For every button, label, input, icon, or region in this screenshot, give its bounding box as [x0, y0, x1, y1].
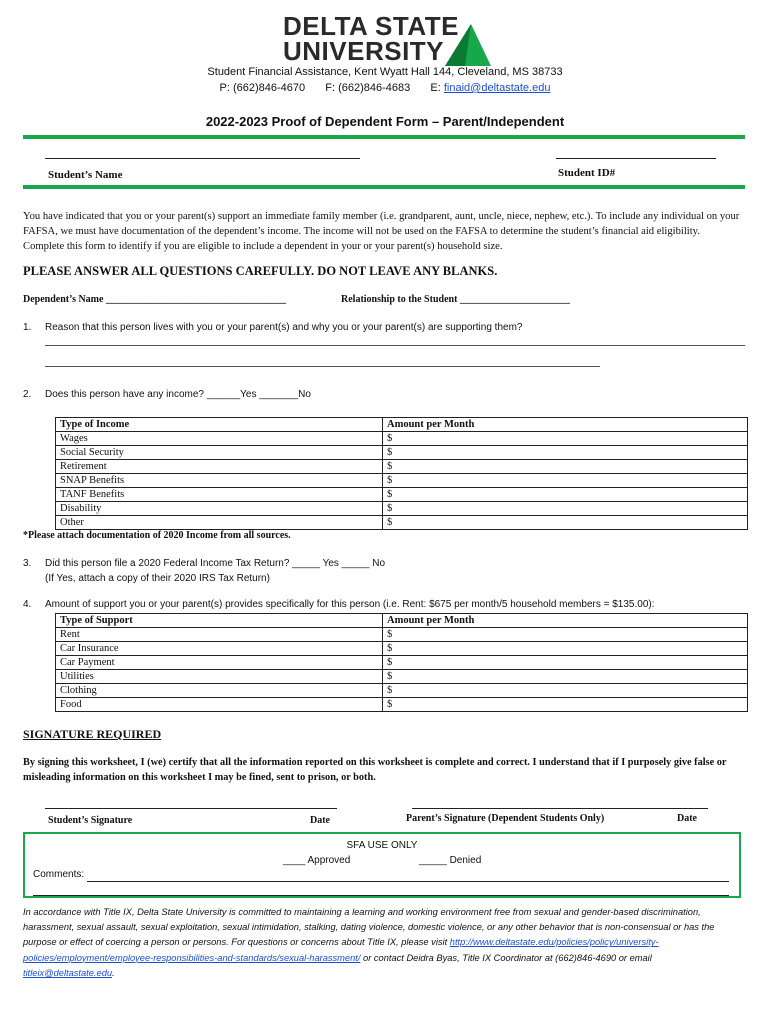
signature-heading: SIGNATURE REQUIRED [23, 727, 162, 741]
table-row [56, 628, 748, 642]
student-name-line [45, 158, 360, 159]
sfa-denied[interactable]: _____ Denied [419, 855, 482, 866]
q1-text: Reason that this person lives with you or your parent(s) and why you or your parent(s) are supporting them? [45, 322, 523, 333]
sfa-comments-label: Comments: [33, 869, 85, 880]
table-row [56, 698, 748, 712]
income-amount[interactable]: $ [383, 474, 748, 488]
table-row [56, 684, 748, 698]
income-amount[interactable]: $ [383, 460, 748, 474]
income-type: Retirement [56, 460, 383, 474]
q2-text: Does this person have any income? ______Yes _______No [45, 389, 311, 400]
q4-number: 4. [23, 599, 32, 610]
support-amount[interactable]: $ [383, 642, 748, 656]
student-id-line [556, 158, 716, 159]
instructions-warning: PLEASE ANSWER ALL QUESTIONS CAREFULLY. DO NOT LEAVE ANY BLANKS. [23, 264, 498, 278]
support-col-amount: Amount per Month [383, 614, 748, 628]
student-id-label: Student ID# [558, 167, 616, 179]
sfa-title: SFA USE ONLY [346, 840, 418, 851]
income-type: Social Security [56, 446, 383, 460]
footer-period: . [112, 967, 115, 978]
income-type: Disability [56, 502, 383, 516]
dependent-name-field[interactable]: Dependent’s Name ____________________________________ [23, 294, 286, 305]
income-amount[interactable]: $ [383, 516, 748, 530]
support-col-type: Type of Support [56, 614, 383, 628]
income-amount[interactable]: $ [383, 432, 748, 446]
support-amount[interactable]: $ [383, 684, 748, 698]
email-link[interactable]: finaid@deltastate.edu [443, 82, 551, 94]
comments-line-2[interactable] [33, 895, 729, 896]
income-type: TANF Benefits [56, 488, 383, 502]
parent-signature-line[interactable] [412, 808, 708, 809]
income-type: SNAP Benefits [56, 474, 383, 488]
income-table-header [56, 418, 748, 432]
q3-text: Did this person file a 2020 Federal Income Tax Return? _____ Yes _____ No [45, 558, 386, 569]
support-type: Clothing [56, 684, 383, 698]
student-signature-line[interactable] [45, 808, 337, 809]
form-title: 2022-2023 Proof of Dependent Form – Parent/Independent [205, 114, 565, 129]
support-type: Utilities [56, 670, 383, 684]
q1-number: 1. [23, 322, 32, 333]
income-amount[interactable]: $ [383, 488, 748, 502]
support-type: Car Payment [56, 656, 383, 670]
table-row [56, 432, 748, 446]
delta-triangle-icon [443, 22, 493, 66]
support-table-header [56, 614, 748, 628]
title-ix-policy-link[interactable]: http://www.deltastate.edu/policies/policy/university-policies/employment/employee-responsibilities-and-standards/sexual-harassment/ [23, 937, 659, 963]
table-row [56, 488, 748, 502]
income-type: Other [56, 516, 383, 530]
support-table [55, 613, 748, 712]
fax: F: (662)846-4683 [325, 82, 411, 94]
support-amount[interactable]: $ [383, 670, 748, 684]
top-green-divider [23, 135, 745, 139]
contact-line [0, 82, 770, 94]
office-address: Student Financial Assistance, Kent Wyatt Hall 144, Cleveland, MS 38733 [207, 66, 563, 78]
title-ix-statement [23, 905, 745, 981]
income-amount[interactable]: $ [383, 502, 748, 516]
table-row [56, 516, 748, 530]
support-amount[interactable]: $ [383, 656, 748, 670]
support-type: Car Insurance [56, 642, 383, 656]
parent-date-label: Date [677, 813, 697, 824]
student-date-label: Date [310, 815, 330, 826]
table-row [56, 670, 748, 684]
logo-line-2: UNIVERSITY [283, 36, 445, 66]
sfa-approved[interactable]: ____ Approved [283, 855, 351, 866]
support-amount[interactable]: $ [383, 628, 748, 642]
comments-line-1[interactable] [87, 881, 729, 882]
certification-text: By signing this worksheet, I (we) certify that all the information reported on this worksheet is complete and correct. I understand that if I purposely give false or misleading information on this worksheet I may be fined, sent to prison, or both. [23, 757, 727, 783]
intro-paragraph: You have indicated that you or your parent(s) support an immediate family member (i.e. grandparent, aunt, uncle, niece, nephew, etc.). To include any individual on your FAFSA, we must have documentation of the dependent’s income. The income will not be used on the FAFSA to determine the student’s financial aid eligibility. Complete this form to identify if you are eligible to include a dependent in your or your parent(s) household size. [23, 211, 740, 252]
second-green-divider [23, 185, 745, 189]
sfa-use-only-box [23, 832, 741, 898]
support-type: Rent [56, 628, 383, 642]
title-ix-contact: or contact Deidra Byas, Title IX Coordinator at (662)846-4690 or email [363, 952, 652, 963]
q1-answer-line-2[interactable] [45, 366, 600, 367]
table-row [56, 460, 748, 474]
q1-answer-line-1[interactable] [45, 345, 745, 346]
email-label: E: [430, 82, 441, 94]
student-name-label: Student’s Name [48, 169, 123, 181]
logo-line-1: DELTA STATE [283, 11, 459, 41]
student-signature-label: Student’s Signature [48, 815, 133, 826]
q4-text: Amount of support you or your parent(s) provides specifically for this person (i.e. Rent: $675 per month/5 household members = $135.00): [45, 599, 655, 610]
q2-number: 2. [23, 389, 32, 400]
phone: P: (662)846-4670 [219, 82, 306, 94]
income-note: *Please attach documentation of 2020 Income from all sources. [23, 530, 291, 541]
table-row [56, 446, 748, 460]
support-amount[interactable]: $ [383, 698, 748, 712]
support-type: Food [56, 698, 383, 712]
income-amount[interactable]: $ [383, 446, 748, 460]
title-ix-email-link[interactable]: titleix@deltastate.edu [23, 967, 113, 978]
title-ix-text: In accordance with Title IX, Delta State University is committed to maintaining a learning and working environment free from sexual and gender-based discrimination, harassment, sexual assault, sexual exploitation, sexual intimidation, stalking, dating violence, domestic violence, or any other behavior that is non-consensual or has the purpose or effect of coercing a person or persons. For questions or concerns about Title IX, please visit [23, 907, 715, 948]
income-table [55, 417, 748, 530]
income-type: Wages [56, 432, 383, 446]
table-row [56, 656, 748, 670]
university-logo [283, 12, 493, 68]
table-row [56, 642, 748, 656]
parent-signature-label: Parent’s Signature (Dependent Students Only) [406, 813, 605, 824]
table-row [56, 502, 748, 516]
q3-number: 3. [23, 558, 32, 569]
q3-subtext: (If Yes, attach a copy of their 2020 IRS Tax Return) [45, 573, 270, 584]
income-col-amount: Amount per Month [383, 418, 748, 432]
table-row [56, 474, 748, 488]
relationship-field[interactable]: Relationship to the Student ______________________ [341, 294, 570, 305]
income-col-type: Type of Income [56, 418, 383, 432]
